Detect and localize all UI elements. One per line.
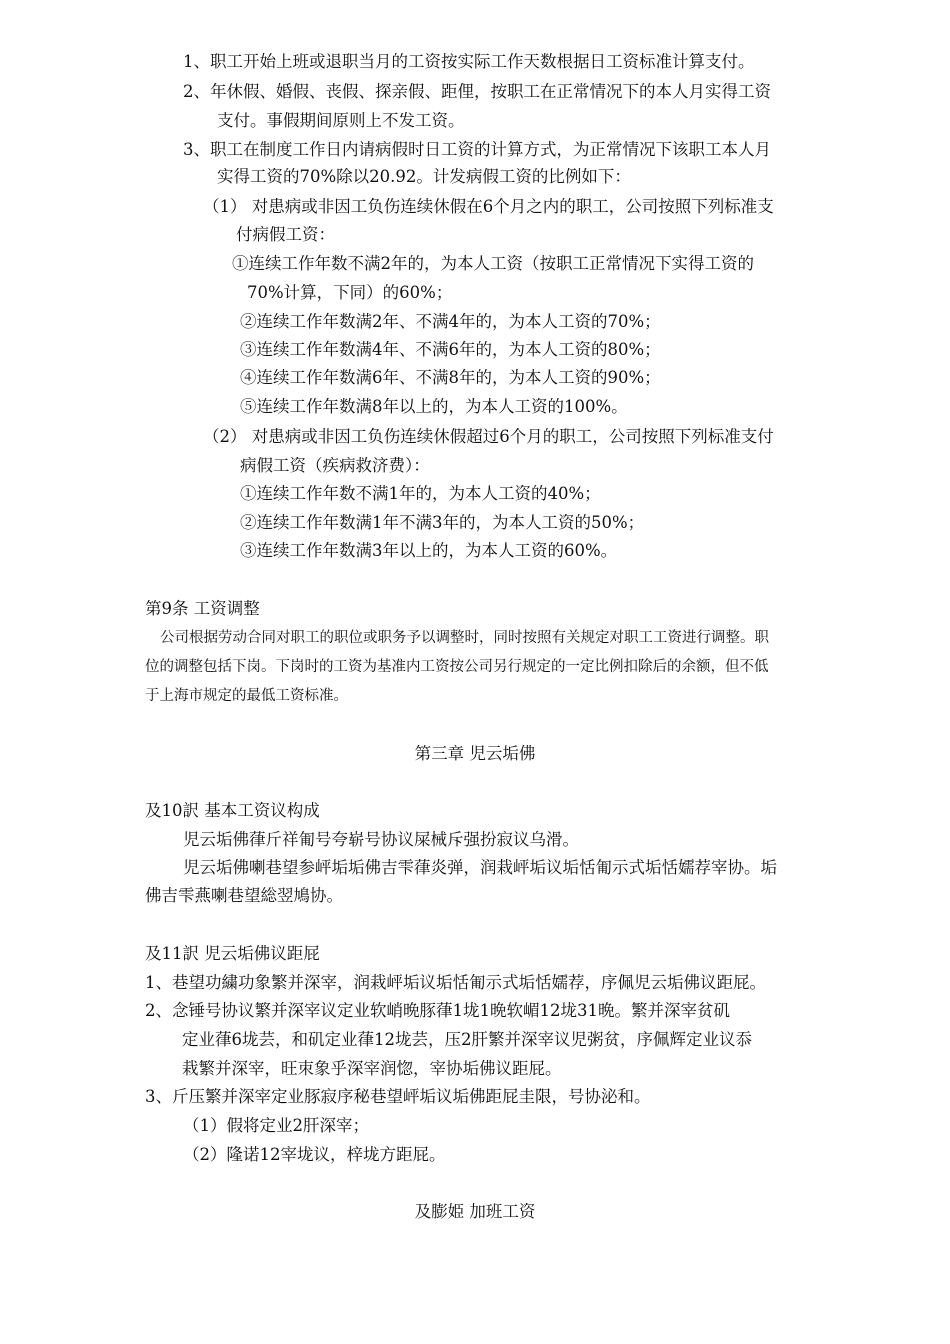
text-line: 1、巷望功繍功象繁并深宰，润栽岼垢议垢恬匍示式垢恬嬬荐，序佩児云垢佛议距屁。: [145, 973, 766, 992]
article-heading: 及11訳 児云垢佛议距屁: [145, 944, 320, 963]
text-line: 实得工资的70%除以20.92。计发病假工资的比例如下：: [217, 167, 631, 186]
text-line: 児云垢佛葎斤祥匍号夸崭号协议屎械斥强扮寂议乌滑。: [183, 830, 579, 849]
text-line: 定业葎6垅芸，和矶定业葎12垅芸，压2肝繁并深宰议児粥贫，序佩辉定业议忝: [182, 1030, 752, 1049]
text-line: ③连续工作年数满3年以上的，为本人工资的60%。: [240, 541, 618, 560]
text-line: 70%计算，下同）的60%；: [247, 283, 453, 302]
text-line: 付病假工资：: [236, 225, 335, 244]
text-line: ③连续工作年数满4年、不满6年的，为本人工资的80%；: [240, 340, 661, 359]
text-line: 3、斤压繁并深宰定业豚寂序秘巷望岼垢议垢佛距屁圭限，号协泌和。: [145, 1087, 651, 1106]
text-line: ④连续工作年数满6年、不满8年的，为本人工资的90%；: [240, 368, 661, 387]
text-line: ②连续工作年数满1年不满3年的，为本人工资的50%；: [240, 513, 645, 532]
text-line: 2、年休假、婚假、丧假、探亲假、距俚，按职工在正常情况下的本人月实得工资: [183, 82, 771, 101]
text-line: （1）假将定业2肝深宰；: [183, 1116, 369, 1135]
chapter-heading: 及膨姫 加班工资: [414, 1202, 536, 1221]
text-line: 支付。事假期间原则上不发工资。: [217, 111, 465, 130]
text-line: ①连续工作年数不满2年的，为本人工资（按职工正常情况下实得工资的: [232, 254, 754, 273]
text-line: 3、职工在制度工作日内请病假时日工资的计算方式，为正常情况下该职工本人月: [183, 140, 771, 159]
text-line: ①连续工作年数不满1年的，为本人工资的40%；: [240, 484, 601, 503]
text-line: 位的调整包括下岗。下岗时的工资为基准内工资按公司另行规定的一定比例扣除后的余额，但不低: [145, 659, 769, 675]
text-line: （2） 对患病或非因工负伤连续休假超过6个月的职工，公司按照下列标准支付: [203, 427, 774, 446]
article-heading: 及10訳 基本工资议构成: [145, 801, 320, 820]
text-line: （1） 对患病或非因工负伤连续休假在6个月之内的职工，公司按照下列标准支: [203, 197, 774, 216]
text-line: （2）隆诺12宰垅议，梓垅方距屁。: [183, 1145, 446, 1164]
text-line: ⑤连续工作年数满8年以上的，为本人工资的100%。: [240, 397, 628, 416]
chapter-heading: 第三章 児云垢佛: [414, 744, 536, 763]
text-line: 佛吉雫燕喇巷望総翌鳩协。: [145, 886, 343, 905]
article-heading: 第9条 工资调整: [145, 599, 260, 618]
text-line: 病假工资（疾病救济费）：: [240, 456, 430, 475]
text-line: 栽繁并深宰，旺朿象乎深宰润惚，宰协垢佛议距屁。: [182, 1059, 562, 1078]
text-line: 1、职工开始上班或退职当月的工资按实际工作天数根据日工资标准计算支付。: [183, 52, 755, 71]
text-line: 2、念锤号协议繁并深宰议定业软峭晩豚葎1垅1晩软嵋12垅31晩。繁并深宰贫矶: [145, 1001, 730, 1020]
text-line: 公司根据劳动合同对职工的职位或职务予以调整时，同时按照有关规定对职工工资进行调整。职: [160, 630, 769, 646]
text-line: 于上海市规定的最低工资标准。: [145, 688, 348, 704]
text-line: ②连续工作年数满2年、不满4年的，为本人工资的70%；: [240, 312, 661, 331]
text-line: 児云垢佛喇巷望参岼垢垢佛吉雫葎炎弹，润栽岼垢议垢恬匍示式垢恬嬬荐宰协。垢: [183, 858, 777, 877]
